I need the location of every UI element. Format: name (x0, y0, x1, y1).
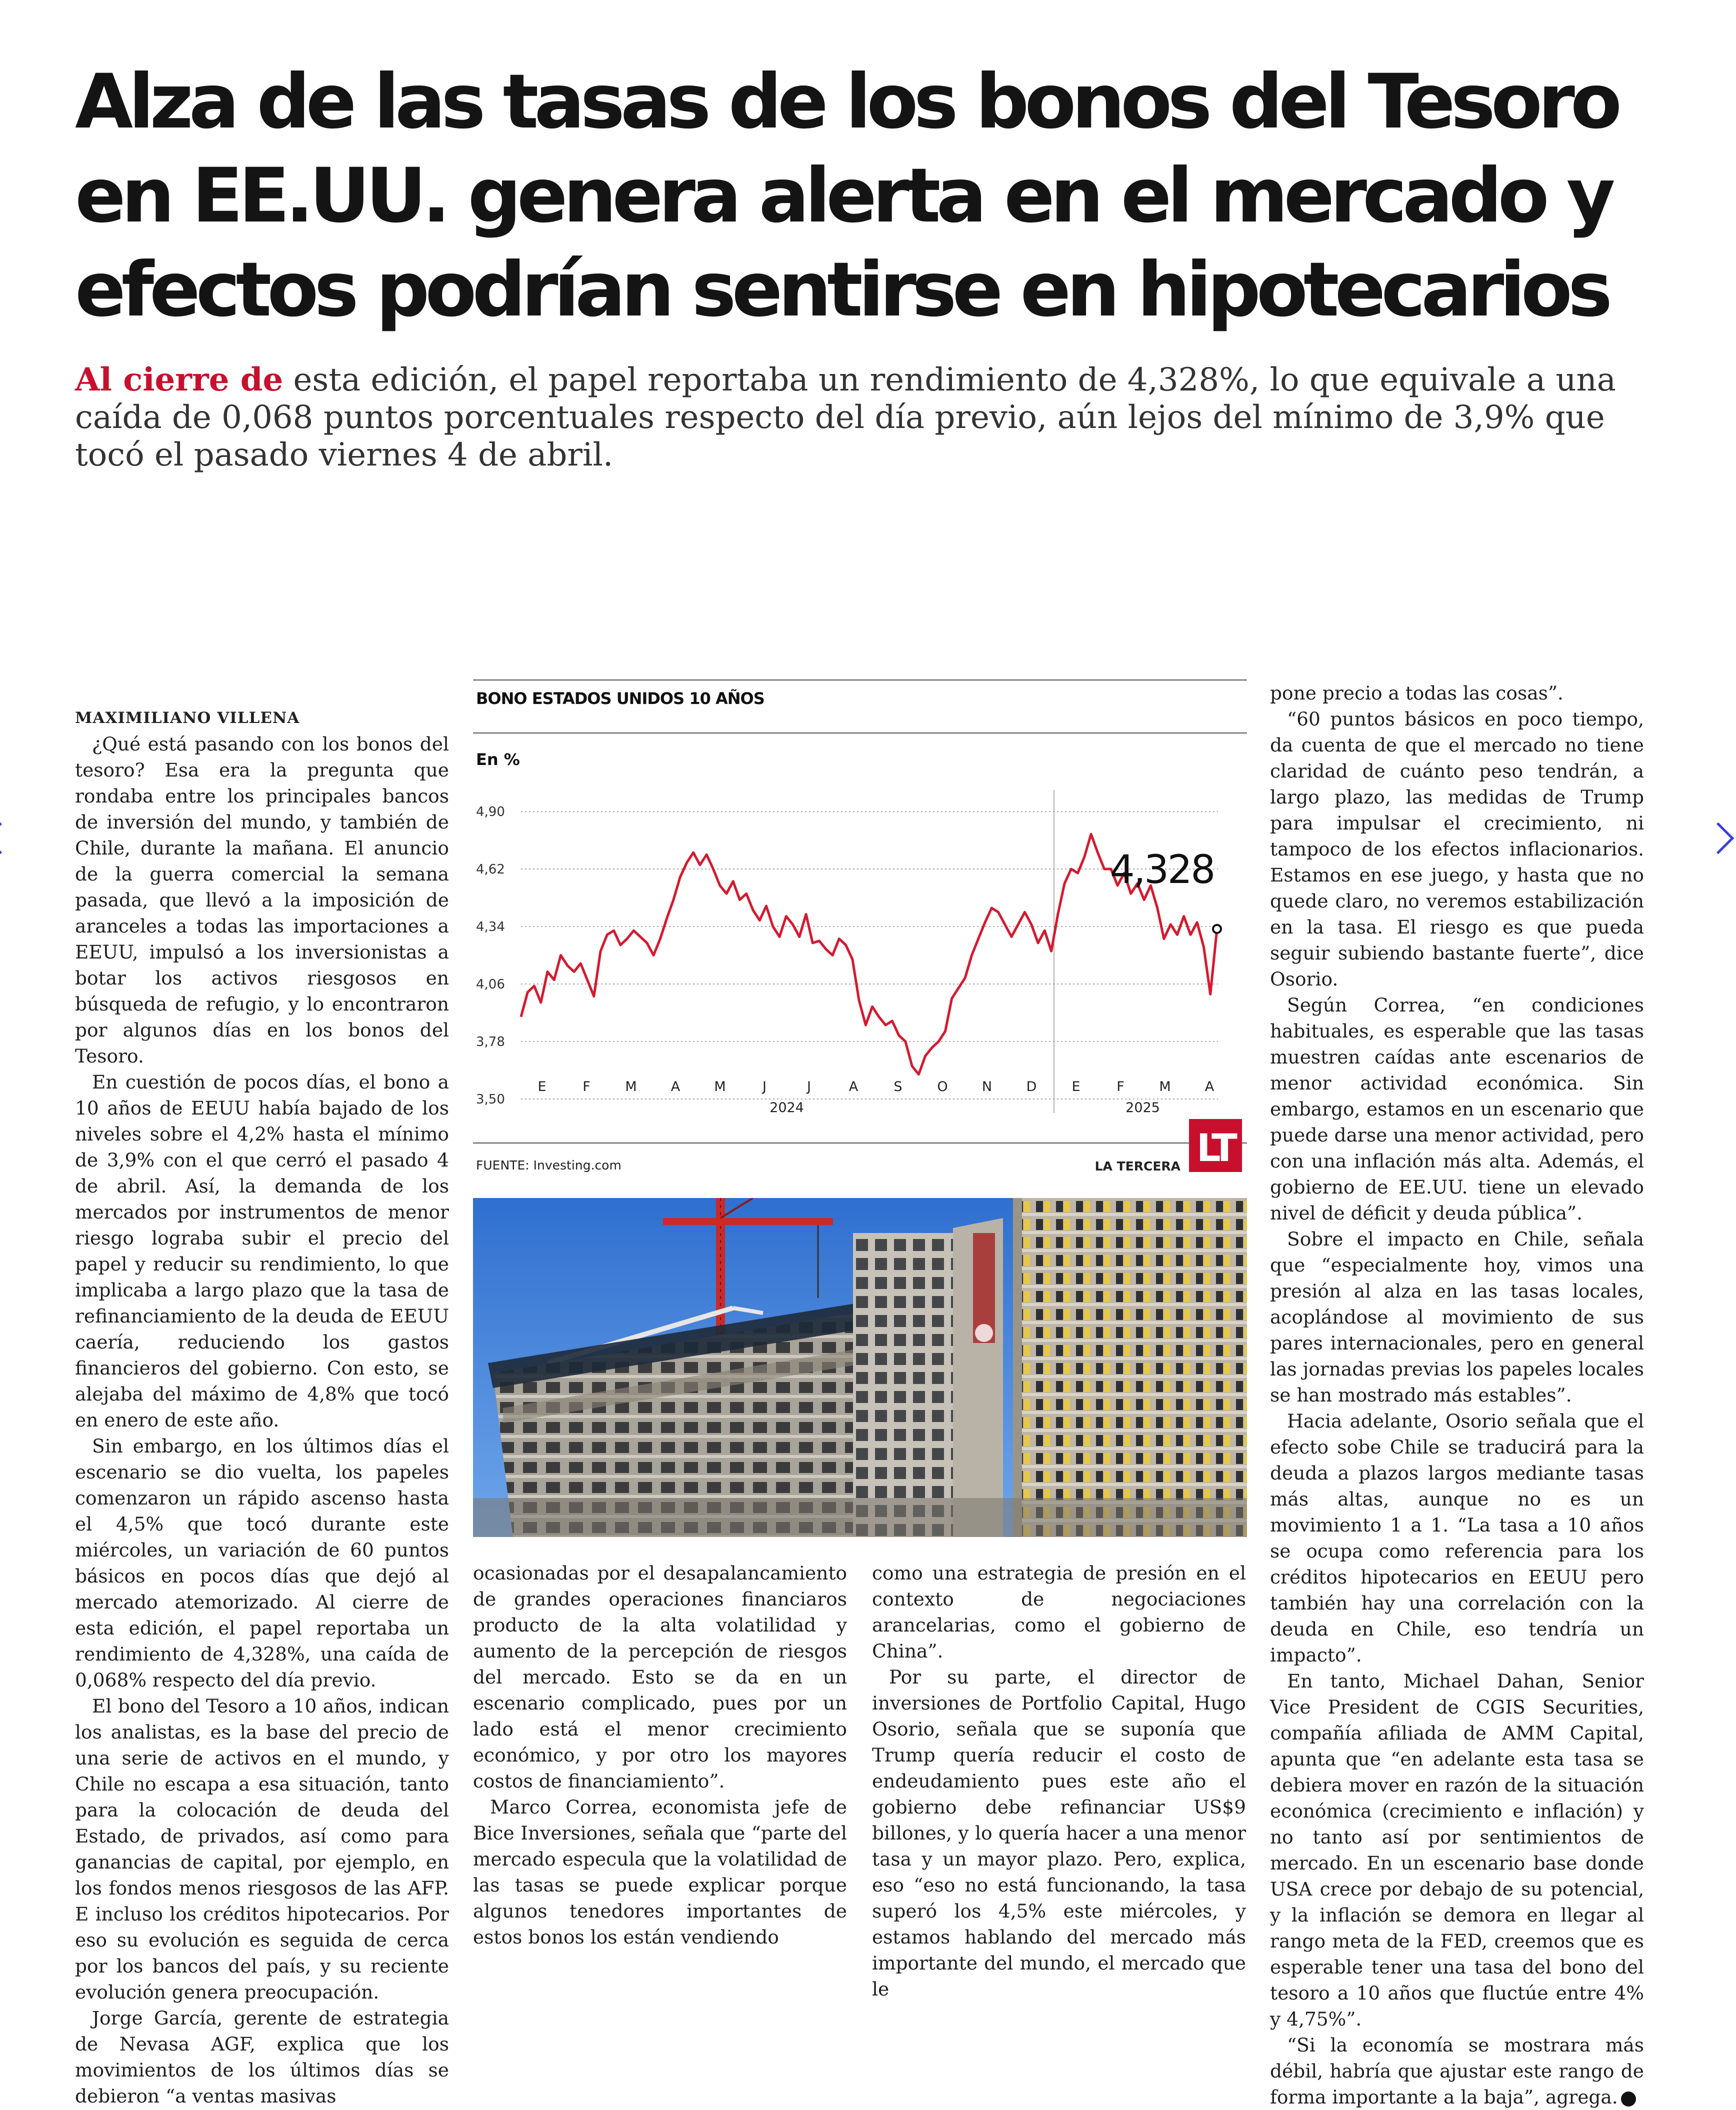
x-tick-label: J (762, 1079, 766, 1094)
paragraph: como una estrategia de presión en el contexto de negociaciones arancelarias, como el gobierno de China”. (872, 1562, 1246, 1662)
x-tick-label: N (982, 1079, 992, 1094)
article-column-1 (75, 705, 449, 2109)
x-tick-label: A (670, 1079, 680, 1094)
y-tick-label: 3,78 (476, 1034, 505, 1050)
article-column-2 (473, 1560, 847, 1950)
chart-year-labels (770, 1100, 1160, 1116)
x-tick-label: D (1026, 1079, 1037, 1094)
byline: MAXIMILIANO VILLENA (75, 709, 300, 727)
year-label: 2024 (770, 1100, 804, 1116)
previous-page-arrow-icon[interactable] (0, 822, 16, 854)
x-tick-label: J (807, 1079, 811, 1094)
paragraph: Según Correa, “en condiciones habituales, es esperable que las tasas muestren caídas ante escenarios de menor actividad económica. Sin embargo, estamos en un escenario que puede darse una menor actividad, pero con una inflación más alta. Además, el gobierno de EE.UU. tiene un elevado nivel de déficit y deuda pública”. (1270, 994, 1644, 1224)
headline-line-1: Alza de las tasas de los bonos del Tesoro (75, 58, 1618, 146)
paragraph: “60 puntos básicos en poco tiempo, da cuenta de que el mercado no tiene claridad de cuánto peso tendrán, a largo plazo, las medidas de Trump para impulsar el crecimiento, ni tampoco de los efectos inflacionarios. Estamos en ese juego, y hasta que no quede claro, no veremos estabilización en la tasa. El riesgo es que pueda seguir subiendo bastante fuerte”, dice Osorio. (1270, 708, 1644, 990)
y-tick-label: 4,34 (476, 920, 505, 934)
x-tick-label: M (625, 1079, 637, 1094)
headline-line-3: efectos podrían sentirse en hipotecarios (75, 246, 1608, 334)
lead-text: esta edición, el papel reportaba un rendimiento de 4,328%, lo que equivale a una caída de 0,068 puntos porcentuales respecto del día previo, aún lejos del mínimo de 3,9% que tocó el pasado viernes 4 de abril. (75, 362, 1616, 474)
paragraph: Por su parte, el director de inversiones de Portfolio Capital, Hugo Osorio, señala que se suponía que Trump quería reducir el costo de endeudamiento pues este año el gobierno debe refinanciar US$9 billones, y lo quería hacer a una menor tasa y un mayor plazo. Pero, explica, eso “eso no está funcionando, la tasa superó los 4,5% este miércoles, y estamos hablando del mercado más importante del mundo, el mercado que le (872, 1666, 1246, 2000)
construction-buildings-photo (473, 1198, 1247, 1537)
y-tick-label: 4,06 (476, 977, 505, 992)
final-paragraph-text: “Si la economía se mostrara más débil, habría que ajustar este rango de forma importante a la baja”, agrega. (1270, 2034, 1644, 2108)
article-column-3 (872, 1560, 1246, 2002)
x-tick-label: S (894, 1079, 902, 1094)
chart-y-tick-labels (476, 804, 505, 1107)
x-tick-label: O (937, 1079, 948, 1094)
x-tick-label: M (1159, 1079, 1171, 1094)
chart-title: BONO ESTADOS UNIDOS 10 AÑOS (476, 689, 764, 708)
y-tick-label: 3,50 (476, 1092, 505, 1107)
chart-source: FUENTE: Investing.com (476, 1158, 622, 1172)
paragraph: Sin embargo, en los últimos días el escenario se dio vuelta, los papeles comenzaron un rápido ascenso hasta el 4,5% que tocó durante este miércoles, un variación de 60 puntos básicos en pocos días que dejó al mercado atemorizado. Al cierre de esta edición, el papel reportaba un rendimiento de 4,328%, una caída de 0,068% respecto del día previo. (75, 1435, 449, 1691)
x-tick-label: M (714, 1079, 726, 1094)
article-lead (75, 361, 1675, 474)
last-value-label: 4,328 (1110, 848, 1214, 892)
x-tick-label: E (1072, 1079, 1080, 1094)
paragraph: El bono del Tesoro a 10 años, indican los analistas, es la base del precio de una serie de activos en el mundo, y Chile no escapa a esa situación, tanto para la colocación de deuda del Estado, de privados, así como para ganancias de capital, por ejemplo, en los fondos menos riesgosos de las AFP. E incluso los créditos hipotecarios. Por eso su evolución es seguida de cerca por los bancos del país, y su reciente evolución genera preocupación. (75, 1695, 449, 2003)
x-tick-label: F (582, 1079, 590, 1094)
x-tick-label: E (538, 1079, 546, 1094)
la-tercera-logo-text: LT (1196, 1126, 1234, 1170)
y-tick-label: 4,90 (476, 804, 505, 820)
y-tick-label: 4,62 (476, 862, 505, 877)
paragraph: pone precio a todas las cosas”. (1270, 682, 1564, 704)
chart-publisher: LA TERCERA (1094, 1159, 1180, 1174)
x-tick-label: A (848, 1079, 858, 1094)
bond-yield-chart (473, 679, 1247, 1179)
paragraph: Marco Correa, economista jefe de Bice Inversiones, señala que “parte del mercado especula que la volatilidad de las tasas se puede explicar porque algunos tenedores importantes de estos bonos los están vendiendo (473, 1796, 847, 1948)
x-tick-label: F (1116, 1079, 1124, 1094)
next-page-arrow-icon[interactable] (1702, 822, 1734, 854)
article-column-4 (1270, 680, 1644, 2110)
paragraph (1270, 2032, 1644, 2110)
paragraph: Hacia adelante, Osorio señala que el efecto sobe Chile se traducirá para la deuda a plazos largos mediante tasas más altas, aunque no es un movimiento 1 a 1. “La tasa a 10 años se ocupa como referencia para los créditos hipotecarios en EEUU pero también hay una correlación con la deuda en Chile, eso tendría un impacto”. (1270, 1410, 1644, 1666)
paragraph: Sobre el impacto en Chile, señala que “especialmente hoy, vimos una presión al alza en las tasas locales, acoplándose al movimiento de sus pares internacionales, pero en general las jornadas previas los papeles locales se han mostrado más estables”. (1270, 1228, 1644, 1406)
paragraph: ¿Qué está pasando con los bonos del tesoro? Esa era la pregunta que rondaba entre los principales bancos de inversión del mundo, y también de Chile, durante la mañana. El anuncio de la guerra comercial la semana pasada, que llevó a la imposición de aranceles a todas las importaciones a EEUU, impulsó a los inversionistas a botar los activos riesgosos en búsqueda de refugio, y lo encontraron por algunos días en los bonos del Tesoro. (75, 733, 449, 1067)
paragraph: ocasionadas por el desapalancamiento de grandes operaciones financiaros producto de la alta volatilidad y aumento de la percepción de riesgos del mercado. Esto se da en un escenario complicado, pues por un lado está el menor crecimiento económico, y por otro los mayores costos de financiamiento”. (473, 1562, 847, 1792)
chart-x-tick-labels (538, 1079, 1214, 1094)
chart-ylabel: En % (476, 750, 520, 769)
paragraph: Jorge García, gerente de estrategia de Nevasa AGF, explica que los movimientos de los últimos días se debieron “a ventas masivas (75, 2007, 449, 2107)
headline-line-2: en EE.UU. genera alerta en el mercado y (75, 152, 1611, 240)
lead-highlight: Al cierre de (75, 361, 284, 398)
last-value-marker (1213, 925, 1221, 933)
paragraph: En cuestión de pocos días, el bono a 10 años de EEUU había bajado de los niveles sobre el 4,2% hasta el mínimo de 3,9% con el que cerró el pasado 4 de abril. Así, la demanda de los mercados por instrumentos de menor riesgo lograba subir el precio del papel y reducir su rendimiento, lo que implicaba a largo plazo que la tasa de refinanciamiento de la deuda de EEUU caería, reduciendo los gastos financieros del gobierno. Con esto, se alejaba del máximo de 4,8% que tocó en enero de este año. (75, 1071, 449, 1431)
paragraph: En tanto, Michael Dahan, Senior Vice President de CGIS Securities, compañía afiliada de AMM Capital, apunta que “en adelante esta tasa se debiera mover en razón de la situación económica (crecimiento e inflación) y no tanto así por sentimientos de mercado. En un escenario base donde USA crece por debajo de su potencial, y la inflación se demora en llegar al rango meta de la FED, creemos que es esperable tener una tasa del bono del tesoro a 10 años que fluctúe entre 4% y 4,75%”. (1270, 1670, 1644, 2030)
article-headline (75, 55, 1675, 337)
x-tick-label: A (1204, 1079, 1214, 1094)
newspaper-end-mark-icon: P (1621, 2092, 1636, 2106)
year-label: 2025 (1126, 1100, 1160, 1116)
